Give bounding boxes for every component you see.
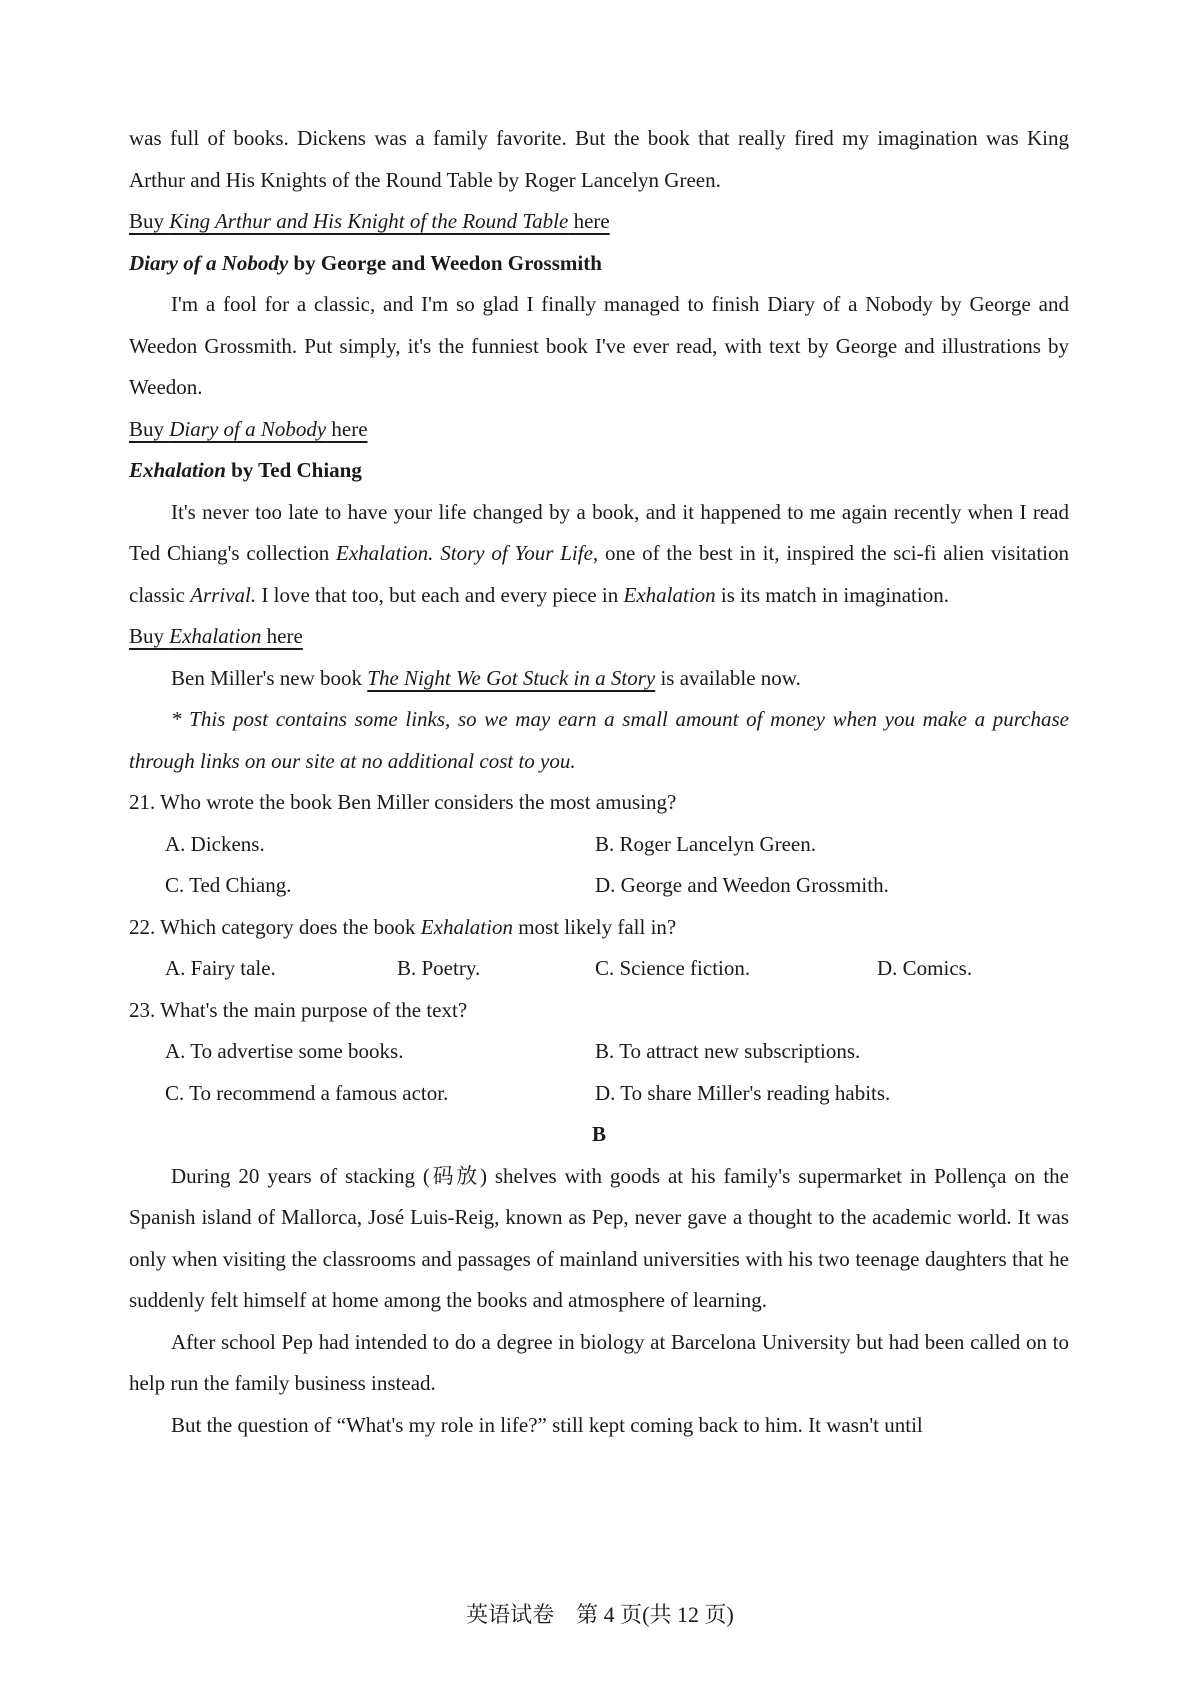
passage-b-paragraph-1: During 20 years of stacking (码放) shelves with goods at his family's supermarket in Pollença on the Spanish island of Mallorca, José Luis-Reig, known as Pep, never gave a thought to the academic world. It was only when visiting the classrooms and passages of mainland universities with his two teenage daughters that he suddenly felt himself at home among the books and atmosphere of learning. [129,1163,1069,1312]
text-run: , one of the best in it, inspired the sci-fi alien visitation classic [129,541,1069,607]
option-c: C. Ted Chiang. [165,873,292,897]
question-23: 23. What's the main purpose of the text? [129,997,468,1022]
option-a: A. Fairy tale. [165,956,276,980]
option-a: A. To advertise some books. [165,1039,404,1063]
option-a: A. Dickens. [165,831,265,856]
book-title: Exhalation [420,914,513,939]
page-footer: 英语试卷 第 4 页(共 12 页) [466,1602,734,1627]
book-title: Exhalation. [336,541,434,565]
question-22 [129,907,1069,949]
buy-link-text[interactable] [129,417,368,441]
option-c: C. To recommend a famous actor. [165,1080,449,1105]
buy-here: here [261,624,303,648]
film-title: Arrival. [190,582,257,607]
miller-new-book-line [129,658,1069,700]
buy-link-text[interactable] [129,209,610,233]
passage-b-paragraph-3: But the question of “What's my role in life?” still kept coming back to him. It wasn't until [171,1412,923,1437]
miller-book-link[interactable]: The Night We Got Stuck in a Story [367,665,656,690]
buy-here: here [326,416,368,441]
option-d: D. Comics. [877,956,973,980]
text-run: 22. Which category does the book [129,914,421,939]
text-run: I love that too, but each and every piece in [256,582,624,607]
passage-a-paragraph-2: I'm a fool for a classic, and I'm so glad I finally managed to finish Diary of a Nobody by George and Weedon Grossmith. Put simply, it's the funniest book I've ever read, with text by George and illustrations by Weedon. [129,292,1069,399]
option-b: B. Poetry. [397,956,481,980]
heading-title: Diary of a Nobody [129,250,289,275]
heading-author: by George and Weedon Grossmith [288,250,602,275]
text-run: most likely fall in? [512,914,677,939]
buy-label: Buy [129,209,170,233]
buy-link-diary[interactable] [129,409,1069,451]
buy-book-title: Exhalation [169,624,262,648]
buy-label: Buy [129,624,170,648]
text-run: It's never too late to have your life changed by a book, and it happened to me again recently when I read Ted Chiang's collection [129,499,1069,565]
text-run: is its match in imagination. [715,582,949,607]
question-21-options [129,824,1069,907]
text-run: Ben Miller's new book [171,665,368,690]
section-b-heading: B [591,1122,606,1146]
heading-diary-of-a-nobody [129,243,1069,285]
passage-a-paragraph-3 [129,492,1069,617]
story-title: Story of Your Life [440,541,593,565]
option-c: C. Science fiction. [595,956,751,980]
heading-title: Exhalation [129,458,226,482]
buy-link-text[interactable] [129,624,303,648]
text-run: is available now. [655,665,801,690]
passage-a-paragraph-1: was full of books. Dickens was a family favorite. But the book that really fired my imagination was King Arthur and His Knights of the Round Table by Roger Lancelyn Green. [129,126,1069,192]
passage-b-paragraph-2: After school Pep had intended to do a degree in biology at Barcelona University but had been called on to help run the family business instead. [129,1329,1069,1395]
buy-here: here [568,209,610,233]
buy-book-title: King Arthur and His Knight of the Round Table [169,209,569,233]
question-21: 21. Who wrote the book Ben Miller considers the most amusing? [129,790,677,814]
affiliate-note: * This post contains some links, so we may earn a small amount of money when you make a purchase through links on our site at no additional cost to you. [129,707,1069,773]
option-b: B. To attract new subscriptions. [595,1039,861,1063]
heading-exhalation [129,450,1069,492]
option-d: D. To share Miller's reading habits. [595,1080,891,1105]
buy-link-king-arthur[interactable] [129,201,1069,243]
question-22-options [129,948,1069,990]
heading-author: by Ted Chiang [225,458,362,482]
exam-page [129,118,1069,1446]
buy-label: Buy [129,416,170,441]
option-d: D. George and Weedon Grossmith. [595,873,889,897]
option-b: B. Roger Lancelyn Green. [595,831,817,856]
buy-link-exhalation[interactable] [129,616,1069,658]
book-title: Exhalation [623,582,716,607]
buy-book-title: Diary of a Nobody [169,416,327,441]
question-23-options [129,1031,1069,1114]
